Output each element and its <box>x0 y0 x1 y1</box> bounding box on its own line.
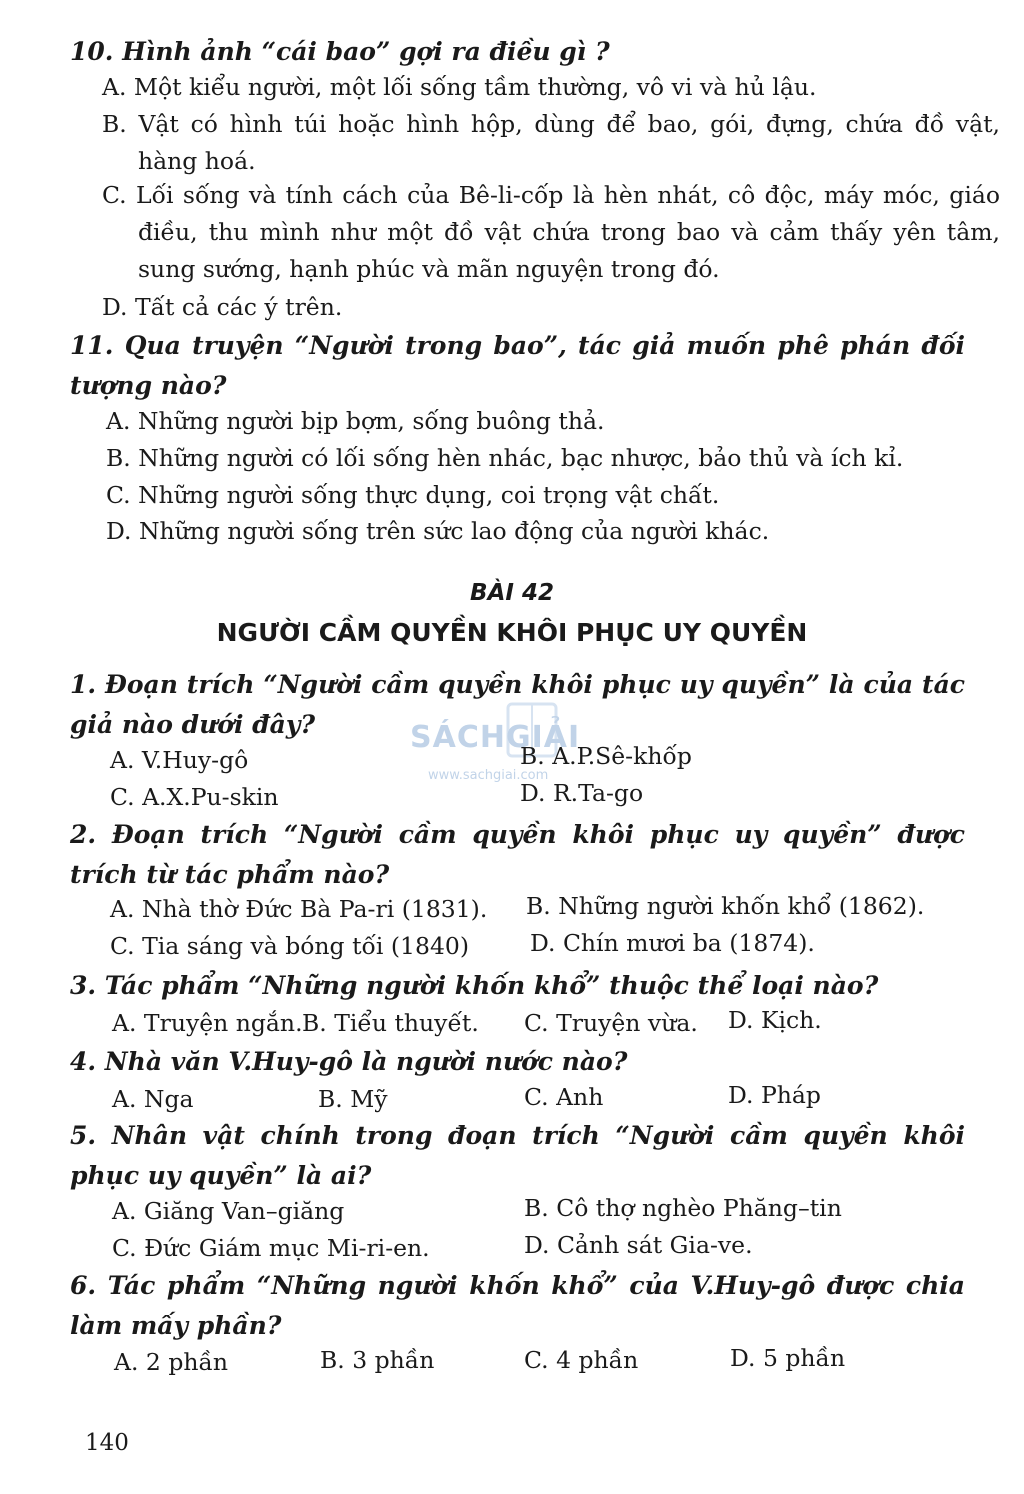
q11-option-a: A. Những người bịp bợm, sống buông thả. <box>106 407 605 435</box>
p1-option-b: B. A.P.Sê-khốp <box>520 742 692 770</box>
p3-option-c: C. Truyện vừa. <box>524 1009 698 1037</box>
p5-option-c: C. Đức Giám mục Mi-ri-en. <box>112 1234 430 1262</box>
p2-option-b: B. Những người khốn khổ (1862). <box>526 892 925 920</box>
watermark-url: www.sachgiai.com <box>428 768 549 783</box>
q10-option-a: A. Một kiểu người, một lối sống tầm thường, vô vi và hủ lậu. <box>102 73 817 101</box>
q10-option-b: B. Vật có hình túi hoặc hình hộp, dùng để bao, gói, đựng, chứa đồ vật, hàng hoá. <box>102 110 1000 175</box>
q10-option-c: C. Lối sống và tính cách của Bê-li-cốp là hèn nhát, cô độc, máy móc, giáo điều, thu mình như một đồ vật chứa trong bao và cảm thấy yên tâm, sung sướng, hạnh phúc và mãn nguyện trong đó. <box>102 181 1000 283</box>
p6-option-b: B. 3 phần <box>320 1346 435 1374</box>
question-4: 4. Nhà văn V.Huy-gô là người nước nào? <box>70 1047 628 1076</box>
p3-option-d: D. Kịch. <box>728 1006 822 1034</box>
question-10: 10. Hình ảnh “cái bao” gợi ra điều gì ? <box>70 37 610 66</box>
watermark-brand: SÁCHGIẢI <box>410 720 581 755</box>
p6-option-d: D. 5 phần <box>730 1344 846 1372</box>
question-11: 11. Qua truyện “Người trong bao”, tác giả muốn phê phán đối tượng nào? <box>70 331 965 400</box>
p4-option-c: C. Anh <box>524 1083 604 1111</box>
p5-option-d: D. Cảnh sát Gia-ve. <box>524 1231 753 1259</box>
q11-option-c: C. Những người sống thực dụng, coi trọng vật chất. <box>106 481 720 509</box>
p6-option-a: A. 2 phần <box>114 1348 229 1376</box>
p2-option-d: D. Chín mươi ba (1874). <box>530 929 815 957</box>
p4-option-a: A. Nga <box>112 1085 194 1113</box>
lesson-number: BÀI 42 <box>470 580 554 606</box>
question-3: 3. Tác phẩm “Những người khốn khổ” thuộc thể loại nào? <box>70 971 879 1000</box>
q11-option-d: D. Những người sống trên sức lao động của người khác. <box>106 517 770 545</box>
p3-option-b: B. Tiểu thuyết. <box>302 1009 479 1037</box>
p1-option-a: A. V.Huy-gô <box>110 746 249 774</box>
page-number: 140 <box>85 1430 129 1456</box>
question-5: 5. Nhân vật chính trong đoạn trích “Người cầm quyền khôi phục uy quyền” là ai? <box>70 1121 965 1190</box>
p5-option-b: B. Cô thợ nghèo Phăng–tin <box>524 1194 842 1222</box>
q10-option-d: D. Tất cả các ý trên. <box>102 293 343 321</box>
p3-option-a: A. Truyện ngắn. <box>112 1009 303 1037</box>
p4-option-d: D. Pháp <box>728 1081 821 1109</box>
p1-option-d: D. R.Ta-go <box>520 779 644 807</box>
question-6: 6. Tác phẩm “Những người khốn khổ” của V.Huy-gô được chia làm mấy phần? <box>70 1271 965 1340</box>
p2-option-a: A. Nhà thờ Đức Bà Pa-ri (1831). <box>110 895 488 923</box>
p2-option-c: C. Tia sáng và bóng tối (1840) <box>110 932 470 960</box>
p4-option-b: B. Mỹ <box>318 1085 388 1113</box>
p6-option-c: C. 4 phần <box>524 1346 639 1374</box>
question-2: 2. Đoạn trích “Người cầm quyền khôi phục uy quyền” được trích từ tác phẩm nào? <box>70 820 965 889</box>
question-1: 1. Đoạn trích “Người cầm quyền khôi phục uy quyền” là của tác giả nào dưới đây? <box>70 670 965 739</box>
lesson-title: NGƯỜI CẦM QUYỀN KHÔI PHỤC UY QUYỀN <box>216 618 808 647</box>
p5-option-a: A. Giăng Van–giăng <box>112 1197 345 1225</box>
q11-option-b: B. Những người có lối sống hèn nhác, bạc nhược, bảo thủ và ích kỉ. <box>106 444 904 472</box>
p1-option-c: C. A.X.Pu-skin <box>110 783 279 811</box>
